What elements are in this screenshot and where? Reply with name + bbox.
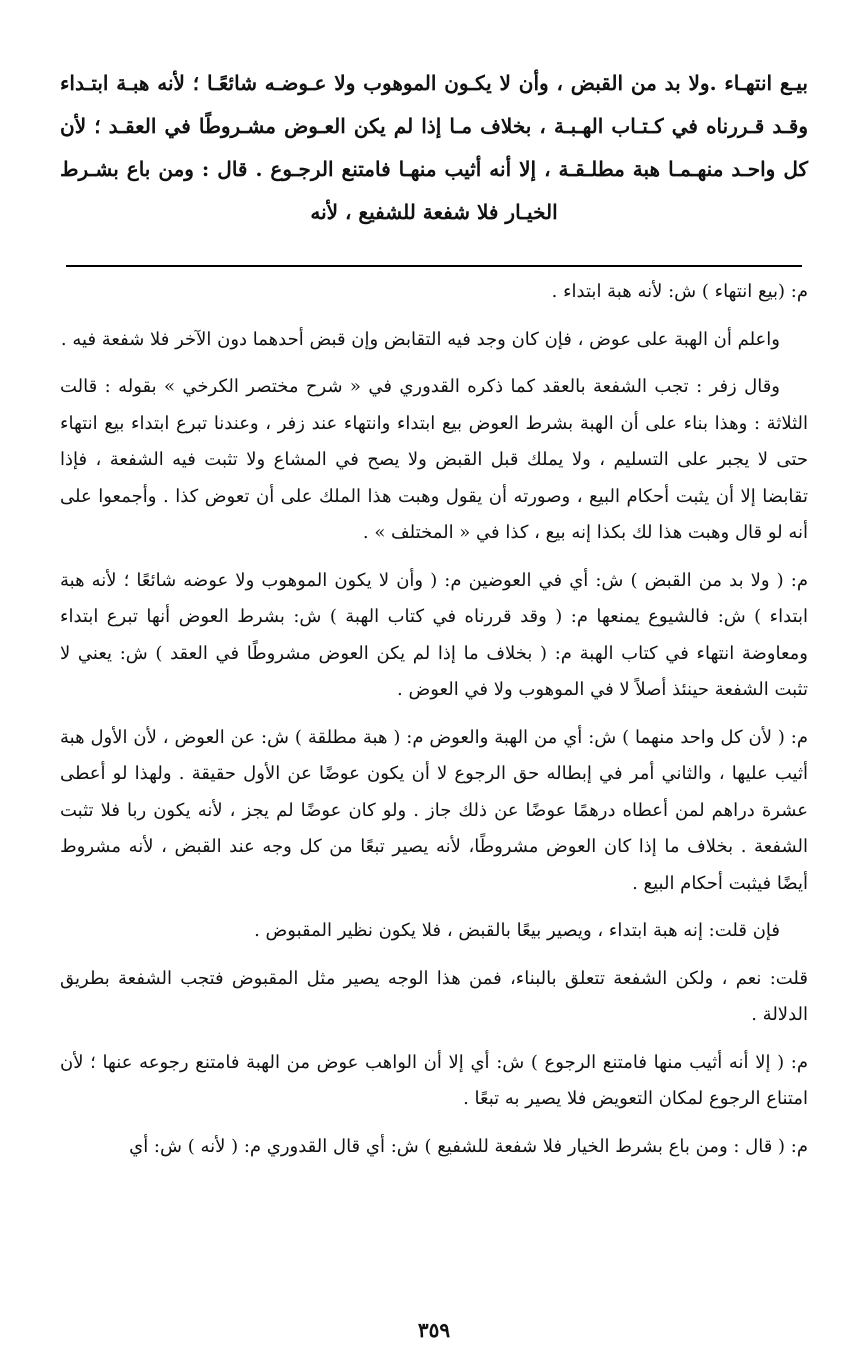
commentary-paragraph-5: م: ( لأن كل واحد منهما ) ش: أي من الهبة والعوض م: ( هبة مطلقة ) ش: عن العوض ، لأن الأول هبة أثيب عليها ، والثاني أمر في إبطاله حق الرجوع لا أن يكون عوضًا عن الأول حقيقة . ولهذا لو أعطى عشرة دراهم لمن أعطاه درهمًا عوضًا عن ذلك جاز . ولو كان عوضًا لم يجز ، لأنه يكون ربا فلا تثبت الشفعة . بخلاف ما إذا كان العوض مشروطًا، لأنه يصير تبعًا من كل وجه عند القبض ، لأنه مشروط أيضًا فيثبت أحكام البيع . xyxy=(60,726,808,894)
main-text-matn: بيـع انتهـاء .ولا بد من القبض ، وأن لا يكـون الموهوب ولا عـوضـه شائعًـا ؛ لأنه هبـة ابتـداء وقـد قـررناه في كـتـاب الهـبـة ، بخلاف مـا إذا لم يكن العـوض مشـروطًا في العقـد ؛ لأن كل واحـد منهـمـا هبة مطلـقـة ، إلا أنه أثيب منهـا فامتنع الرجـوع . قال : ومن باع بشـرط الخيـار فلا شفعة للشفيع ، لأنه xyxy=(60,71,809,224)
commentary-paragraph-8: م: ( إلا أنه أثيب منها فامتنع الرجوع ) ش: أي إلا أن الواهب عوض من الهبة فامتنع رجوعه عنها ؛ لأن امتناع الرجوع لمكان التعويض فلا يصير به تبعًا . xyxy=(60,1051,808,1109)
commentary-paragraph-4: م: ( ولا بد من القبض ) ش: أي في العوضين م: ( وأن لا يكون الموهوب ولا عوضه شائعًا ؛ لأنه هبة ابتداء ) ش: فالشيوع يمنعها م: ( وقد قررناه في كتاب الهبة ) ش: بشرط العوض أنها تبرع ابتداء ومعاوضة انتهاء في كتاب الهبة م: ( بخلاف ما إذا لم يكن العوض مشروطًا في العقد ) ش: يعني لا تثبت الشفعة حينئذ أصلاً لا في الموهوب ولا في العوض . xyxy=(60,569,808,700)
commentary-paragraph-2: واعلم أن الهبة على عوض ، فإن كان وجد فيه التقابض وإن قبض أحدهما دون الآخر فلا شفعة فيه . xyxy=(60,328,780,350)
commentary-paragraph-1: م: (بيع انتهاء ) ش: لأنه هبة ابتداء . xyxy=(551,281,808,302)
commentary-sharh xyxy=(60,274,808,1176)
footnote-divider xyxy=(66,265,802,267)
page-number: ٣٥٩ xyxy=(417,1318,451,1342)
commentary-paragraph-3: وقال زفر : تجب الشفعة بالعقد كما ذكره القدوري في « شرح مختصر الكرخي » بقوله : قالت الثلاثة : وهذا بناء على أن الهبة بشرط العوض بيع ابتداء وانتهاء عند زفر ، وعندنا تبرع ابتداء بيع انتهاء حتى لا يجبر على التسليم ، ولا يملك قبل القبض ولا يصح في المشاع ولا تثبت فيه الشفعة ، فإذا تقابضا إلا أن يثبت أحكام البيع ، وصورته أن يقول وهبت هذا الملك على أن تعوض كذا . وأجمعوا على أنه لو قال وهبت هذا لك بكذا إنه بيع ، كذا في « المختلف » . xyxy=(60,376,808,543)
commentary-paragraph-6: فإن قلت: إنه هبة ابتداء ، ويصير بيعًا بالقبض ، فلا يكون نظير المقبوض . xyxy=(254,920,780,941)
commentary-paragraph-7: قلت: نعم ، ولكن الشفعة تتعلق بالبناء، فمن هذا الوجه يصير مثل المقبوض فتجب الشفعة بطريق الدلالة . xyxy=(60,967,808,1025)
commentary-paragraph-9: م: ( قال : ومن باع بشرط الخيار فلا شفعة للشفيع ) ش: أي قال القدوري م: ( لأنه ) ش: أي xyxy=(129,1135,808,1157)
